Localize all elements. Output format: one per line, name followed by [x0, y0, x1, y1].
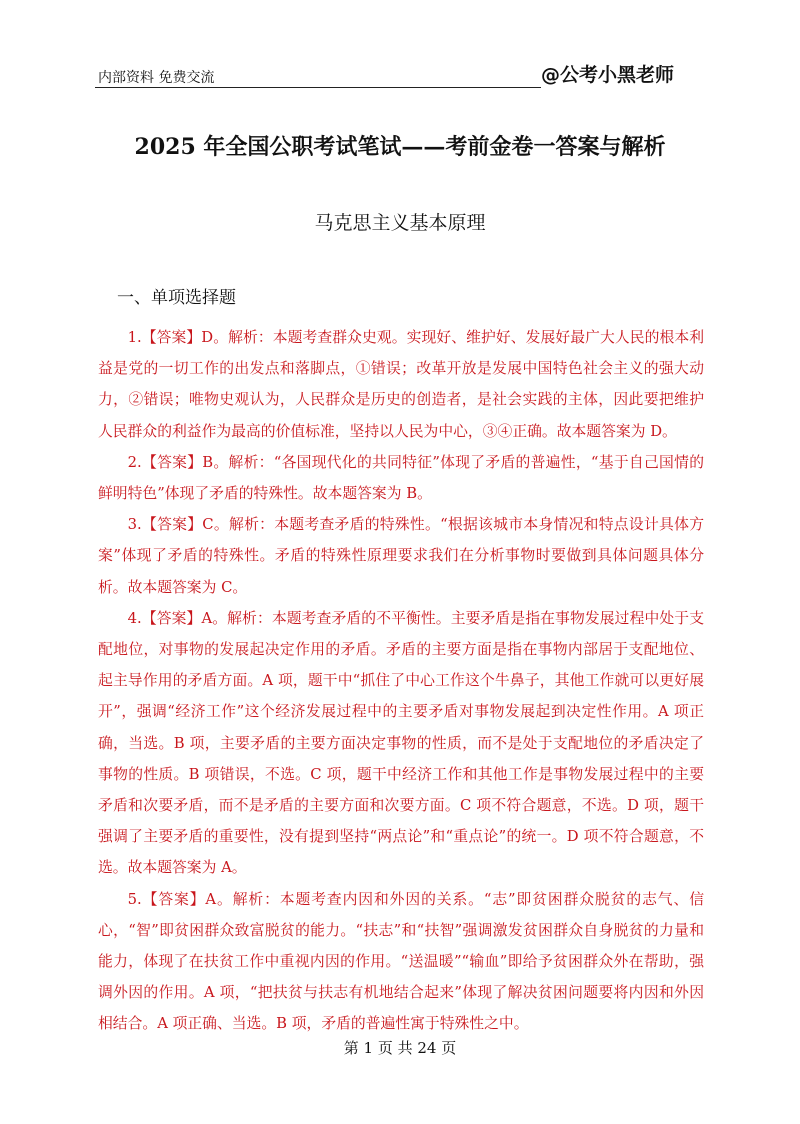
- page-number: 第 1 页 共 24 页: [343, 1039, 457, 1057]
- header-left-text: 内部资料 免费交流: [98, 70, 215, 86]
- answer-item-5: 5.【答案】A。解析：本题考查内因和外因的关系。“志”即贫困群众脱贫的志气、信心，“智”即贫困群众致富脱贫的能力。“扶志”和“扶智”强调激发贫困群众自身脱贫的力量和能力，体现了在扶贫工作中重视内因的作用。“送温暖”“输血”即给予贫困群众外在帮助，强调外因的作用。A 项，“把扶贫与扶志有机地结合起来”体现了解决贫困问题要将内因和外因相结合。A 项正确、当选。B 项，矛盾的普遍性寓于特殊性之中。: [98, 890, 704, 1033]
- answer-list: [98, 322, 704, 1040]
- header-author: @公考小黑老师: [541, 64, 675, 86]
- answer-item-3: 3.【答案】C。解析：本题考查矛盾的特殊性。“根据该城市本身情况和特点设计具体方案”体现了矛盾的特殊性。矛盾的特殊性原理要求我们在分析事物时要做到具体问题具体分析。故本题答案为 C。: [98, 516, 704, 596]
- page-subtitle: 马克思主义基本原理: [314, 212, 486, 234]
- answer-item-1: 1.【答案】D。解析：本题考查群众史观。实现好、维护好、发展好最广大人民的根本利益是党的一切工作的出发点和落脚点，①错误；改革开放是发展中国特色社会主义的强大动力，②错误；唯物史观认为，人民群众是历史的创造者，是社会实践的主体，因此要把维护人民群众的利益作为最高的价值标准，坚持以人民为中心，③④正确。故本题答案为 D。: [98, 329, 704, 440]
- page-title: 2025 年全国公职考试笔试——考前金卷一答案与解析: [134, 134, 666, 160]
- answer-item-4: 4.【答案】A。解析：本题考查矛盾的不平衡性。主要矛盾是指在事物发展过程中处于支配地位，对事物的发展起决定作用的矛盾。矛盾的主要方面是指在事物内部居于支配地位、起主导作用的矛盾方面。A 项，题干中“抓住了中心工作这个牛鼻子，其他工作就可以更好展开”，强调“经济工作”这个经济发展过程中的主要矛盾对事物发展起到决定性作用。A 项正确，当选。B 项，主要矛盾的主要方面决定事物的性质，而不是处于支配地位的矛盾决定了事物的性质。B 项错误，不选。C 项，题干中经济工作和其他工作是事物发展过程中的主要矛盾和次要矛盾，而不是矛盾的主要方面和次要方面。C 项不符合题意，不选。D 项，题干强调了主要矛盾的重要性，没有提到坚持“两点论”和“重点论”的统一。D 项不符合题意，不选。故本题答案为 A。: [98, 609, 704, 877]
- header-divider: [95, 87, 541, 88]
- section-heading: 一、单项选择题: [117, 288, 236, 308]
- answer-item-2: 2.【答案】B。解析：“各国现代化的共同特征”体现了矛盾的普遍性，“基于自己国情的鲜明特色”体现了矛盾的特殊性。故本题答案为 B。: [98, 453, 704, 503]
